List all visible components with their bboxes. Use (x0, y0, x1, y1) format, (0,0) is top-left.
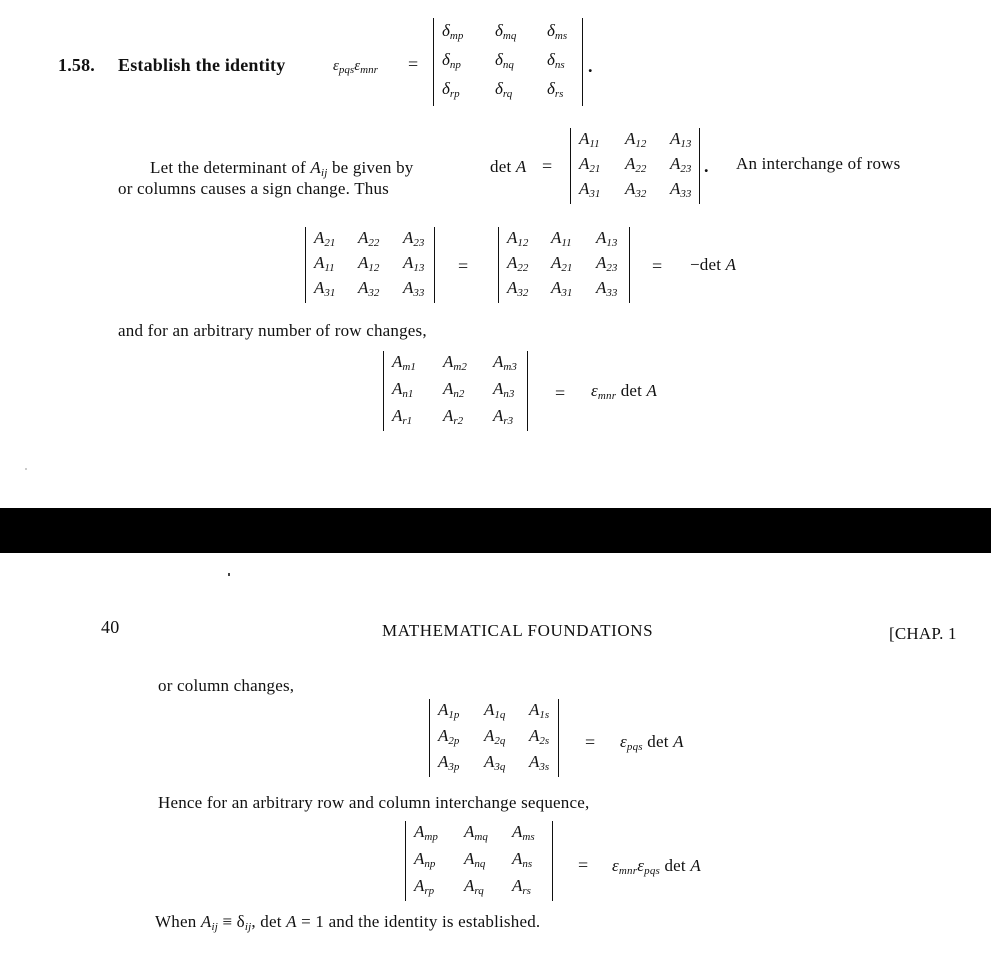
matrix-entry: $\delta_{ns}$ (547, 50, 565, 71)
row-change-rhs: $\varepsilon_{mnr}$ det A (591, 381, 658, 402)
matrix-entry: $A_{np}$ (414, 849, 436, 870)
full-equals: = (578, 855, 589, 875)
matrix-entry: $A_{11}$ (579, 128, 600, 150)
row-change-equals: = (555, 383, 566, 403)
matrix-entry: $\delta_{rs}$ (547, 79, 564, 101)
matrix-entry: $A_{r1}$ (392, 405, 413, 427)
running-head: MATHEMATICAL FOUNDATIONS (382, 621, 654, 640)
matrix-entry: $A_{3p}$ (438, 752, 460, 773)
matrix-entry: $\delta_{rp}$ (442, 79, 460, 101)
matrix-entry: $A_{rp}$ (414, 875, 435, 897)
matrix-entry: $A_{1p}$ (438, 700, 460, 721)
col-change-equals: = (585, 732, 596, 752)
speck (228, 573, 230, 576)
matrix-entry: $A_{31}$ (314, 278, 336, 300)
matrix-entry: $A_{r2}$ (443, 405, 464, 427)
matrix-entry: $A_{33}$ (596, 278, 618, 300)
matrix-entry: $A_{21}$ (314, 227, 336, 249)
matrix-entry: $A_{32}$ (358, 278, 380, 300)
matrix-entry: $A_{11}$ (551, 227, 572, 249)
swap-row-matrix (305, 227, 435, 303)
matrix-entry: $A_{33}$ (670, 179, 692, 201)
matrix-entry: $A_{23}$ (403, 227, 425, 249)
swap-equals-2: = (652, 256, 663, 276)
matrix-entry: $A_{13}$ (596, 227, 618, 249)
full-matrix (405, 821, 553, 901)
matrix-entry: $A_{3s}$ (529, 752, 550, 773)
col-changes-text: or column changes, (158, 676, 295, 695)
matrix-entry: $A_{2s}$ (529, 726, 550, 747)
page-number: 40 (101, 617, 120, 637)
matrix-entry: $A_{23}$ (596, 253, 618, 274)
detA-matrix (570, 128, 700, 204)
matrix-entry: $A_{1s}$ (529, 700, 550, 721)
full-rhs: $\varepsilon_{mnr}\varepsilon_{pqs}$ det A (612, 856, 701, 877)
matrix-entry: $A_{r3}$ (493, 405, 514, 427)
matrix-entry: $A_{13}$ (403, 253, 425, 274)
matrix-entry: $A_{3q}$ (484, 752, 506, 773)
matrix-entry: $A_{m1}$ (392, 352, 416, 374)
matrix-entry: $A_{2q}$ (484, 726, 506, 747)
matrix-entry: $A_{32}$ (625, 179, 647, 201)
hence-text: Hence for an arbitrary row and column interchange sequence, (158, 793, 590, 812)
matrix-entry: $A_{12}$ (507, 227, 529, 249)
matrix-entry: $A_{mq}$ (464, 822, 488, 844)
problem-statement: Establish the identity (118, 55, 286, 75)
arbitrary-rows-text: and for an arbitrary number of row changes, (118, 321, 427, 340)
matrix-entry: $A_{22}$ (625, 154, 647, 175)
matrix-entry: $A_{rq}$ (464, 875, 484, 897)
matrix-entry: $\delta_{nq}$ (495, 50, 514, 71)
matrix-entry: $A_{ms}$ (512, 822, 535, 844)
matrix-entry: $A_{21}$ (579, 154, 601, 175)
swap-col-matrix (498, 227, 630, 303)
neg-detA: −det A (690, 255, 737, 274)
matrix-entry: $A_{13}$ (670, 128, 692, 150)
matrix-entry: $A_{32}$ (507, 278, 529, 300)
problem-number: 1.58. (58, 55, 95, 75)
matrix-entry: $A_{n1}$ (392, 379, 414, 400)
matrix-entry: $A_{22}$ (507, 253, 529, 274)
matrix-entry: $A_{n3}$ (493, 379, 515, 400)
matrix-entry: $A_{22}$ (358, 227, 380, 249)
matrix-entry: $A_{m3}$ (493, 352, 517, 374)
problem-period: . (588, 56, 593, 76)
matrix-entry: $A_{12}$ (358, 253, 380, 274)
swap-equals-1: = (458, 256, 469, 276)
conclusion-line: When $A_{ij} \equiv \delta_{ij}$, det A = 1 and the identity is established. (155, 912, 541, 933)
intro-line-1-end: An interchange of rows (736, 154, 901, 173)
row-change-matrix (383, 351, 528, 431)
matrix-entry: $\delta_{mp}$ (442, 20, 464, 42)
matrix-entry: $A_{12}$ (625, 128, 647, 150)
matrix-entry: $\delta_{mq}$ (495, 20, 517, 42)
problem-lhs: $\varepsilon_{pqs}\varepsilon_{mnr}$ (333, 58, 378, 76)
matrix-entry: $\delta_{ms}$ (547, 20, 568, 42)
matrix-entry: $A_{m2}$ (443, 352, 467, 374)
matrix-entry: $A_{31}$ (579, 179, 601, 201)
matrix-entry: $A_{23}$ (670, 154, 692, 175)
page-40-panel (0, 553, 991, 975)
matrix-entry: $A_{mp}$ (414, 822, 438, 844)
detA-equals: = (542, 156, 553, 176)
matrix-entry: $\delta_{np}$ (442, 50, 461, 71)
matrix-entry: $A_{2p}$ (438, 726, 460, 747)
matrix-entry: $A_{ns}$ (512, 849, 533, 870)
matrix-entry: $A_{33}$ (403, 278, 425, 300)
matrix-entry: $A_{21}$ (551, 253, 573, 274)
detA-period: . (704, 156, 709, 176)
matrix-entry: $A_{n2}$ (443, 379, 465, 400)
speck (25, 468, 27, 470)
col-change-matrix (429, 699, 559, 777)
intro-line-1: Let the determinant of $A_{ij}$ be given by (150, 158, 414, 179)
matrix-entry: $A_{1q}$ (484, 700, 506, 721)
matrix-entry: $A_{rs}$ (512, 875, 531, 897)
detA-label: det A (490, 157, 527, 176)
col-change-rhs: $\varepsilon_{pqs}$ det A (620, 732, 684, 753)
problem-equals: = (408, 54, 419, 74)
matrix-entry: $\delta_{rq}$ (495, 79, 513, 101)
matrix-entry: $A_{11}$ (314, 253, 335, 274)
matrix-entry: $A_{31}$ (551, 278, 573, 300)
intro-line-2: or columns causes a sign change. Thus (118, 179, 389, 198)
chapter-label: [CHAP. 1 (889, 624, 957, 643)
matrix-entry: $A_{nq}$ (464, 849, 486, 870)
delta-matrix (433, 18, 583, 106)
